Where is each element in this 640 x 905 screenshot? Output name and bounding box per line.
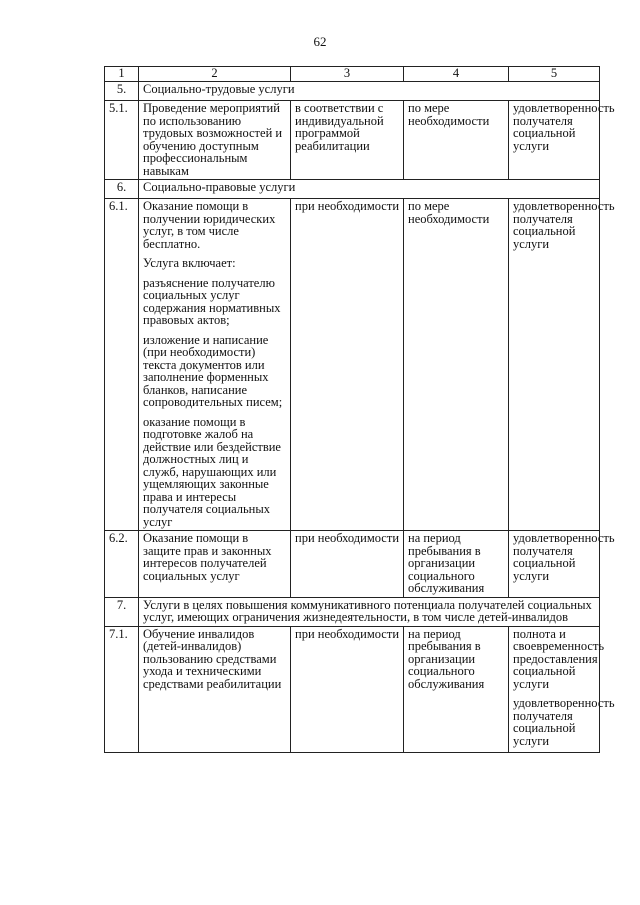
column-header: 1 — [105, 67, 139, 82]
service-name — [139, 101, 291, 180]
service-name — [139, 199, 291, 531]
quality-text: удовлетворенность получателя социальной услуги — [513, 199, 615, 251]
service-item-text: изложение и написание (при необходимости) текста документов или заполнение форменных бланков, написание сопроводительных писем; — [143, 332, 283, 409]
quality-indicator — [509, 626, 615, 752]
quality-text: удовлетворенность получателя социальной услуги — [513, 696, 615, 748]
section-title: Социально-правовые услуги — [139, 180, 600, 199]
table-body — [105, 66, 615, 753]
table-row — [105, 199, 600, 531]
service-name-text: Оказание помощи в защите прав и законных интересов получателей социальных услуг — [143, 531, 272, 583]
service-item-text: оказание помощи в подготовке жалоб на действие или бездействие должностных лиц и служб, нарушающих или ущемляющих законные права и интересы получателя социальных услуг — [143, 414, 281, 529]
service-name — [139, 531, 291, 598]
section-number: 5. — [105, 82, 139, 101]
service-frequency: по мере необходимости — [404, 101, 509, 180]
section-row — [105, 82, 600, 101]
service-name — [139, 626, 291, 752]
quality-indicator — [509, 531, 615, 598]
section-title: Социально-трудовые услуги — [139, 82, 600, 101]
table-row — [105, 101, 600, 180]
service-timing: при необходимости — [291, 531, 404, 598]
service-name-text: Оказание помощи в получении юридических услуг, в том числе бесплатно. — [143, 199, 276, 251]
row-number: 5.1. — [105, 101, 139, 180]
column-number-row — [105, 67, 600, 82]
row-number: 6.1. — [105, 199, 139, 531]
quality-text: полнота и своевременность предоставления социальной услуги — [513, 626, 605, 691]
services-table — [104, 66, 615, 753]
table-row — [105, 626, 600, 752]
service-frequency: на период пребывания в организации социального обслуживания — [404, 626, 509, 752]
column-header: 4 — [404, 67, 509, 82]
service-timing: в соответствии с индивидуальной программой реабилитации — [291, 101, 404, 180]
column-header: 2 — [139, 67, 291, 82]
service-timing: при необходимости — [291, 626, 404, 752]
section-row — [105, 597, 600, 626]
column-header: 5 — [509, 67, 600, 82]
section-number: 6. — [105, 180, 139, 199]
column-header: 3 — [291, 67, 404, 82]
row-number: 6.2. — [105, 531, 139, 598]
service-item-text: разъяснение получателю социальных услуг содержания нормативных правовых актов; — [143, 275, 281, 327]
table-row — [105, 531, 600, 598]
section-number: 7. — [105, 597, 139, 626]
service-timing: при необходимости — [291, 199, 404, 531]
row-number: 7.1. — [105, 626, 139, 752]
quality-indicator — [509, 199, 615, 531]
service-frequency: на период пребывания в организации социального обслуживания — [404, 531, 509, 598]
section-row — [105, 180, 600, 199]
quality-indicator — [509, 101, 615, 180]
section-title: Услуги в целях повышения коммуникативного потенциала получателей социальных услуг, имеющих ограничения жизнедеятельности, в том числе детей-инвалидов — [139, 597, 600, 626]
service-name-text: Проведение мероприятий по использованию трудовых возможностей и обучению доступным профессиональным навыкам — [143, 101, 283, 178]
service-includes-text: Услуга включает: — [143, 256, 236, 270]
service-frequency: по мере необходимости — [404, 199, 509, 531]
quality-text: удовлетворенность получателя социальной услуги — [513, 531, 615, 583]
service-name-text: Обучение инвалидов (детей-инвалидов) пользованию средствами ухода и техническими средствами реабилитации — [143, 626, 282, 691]
quality-text: удовлетворенность получателя социальной услуги — [513, 101, 615, 153]
page-number: 62 — [313, 34, 327, 49]
